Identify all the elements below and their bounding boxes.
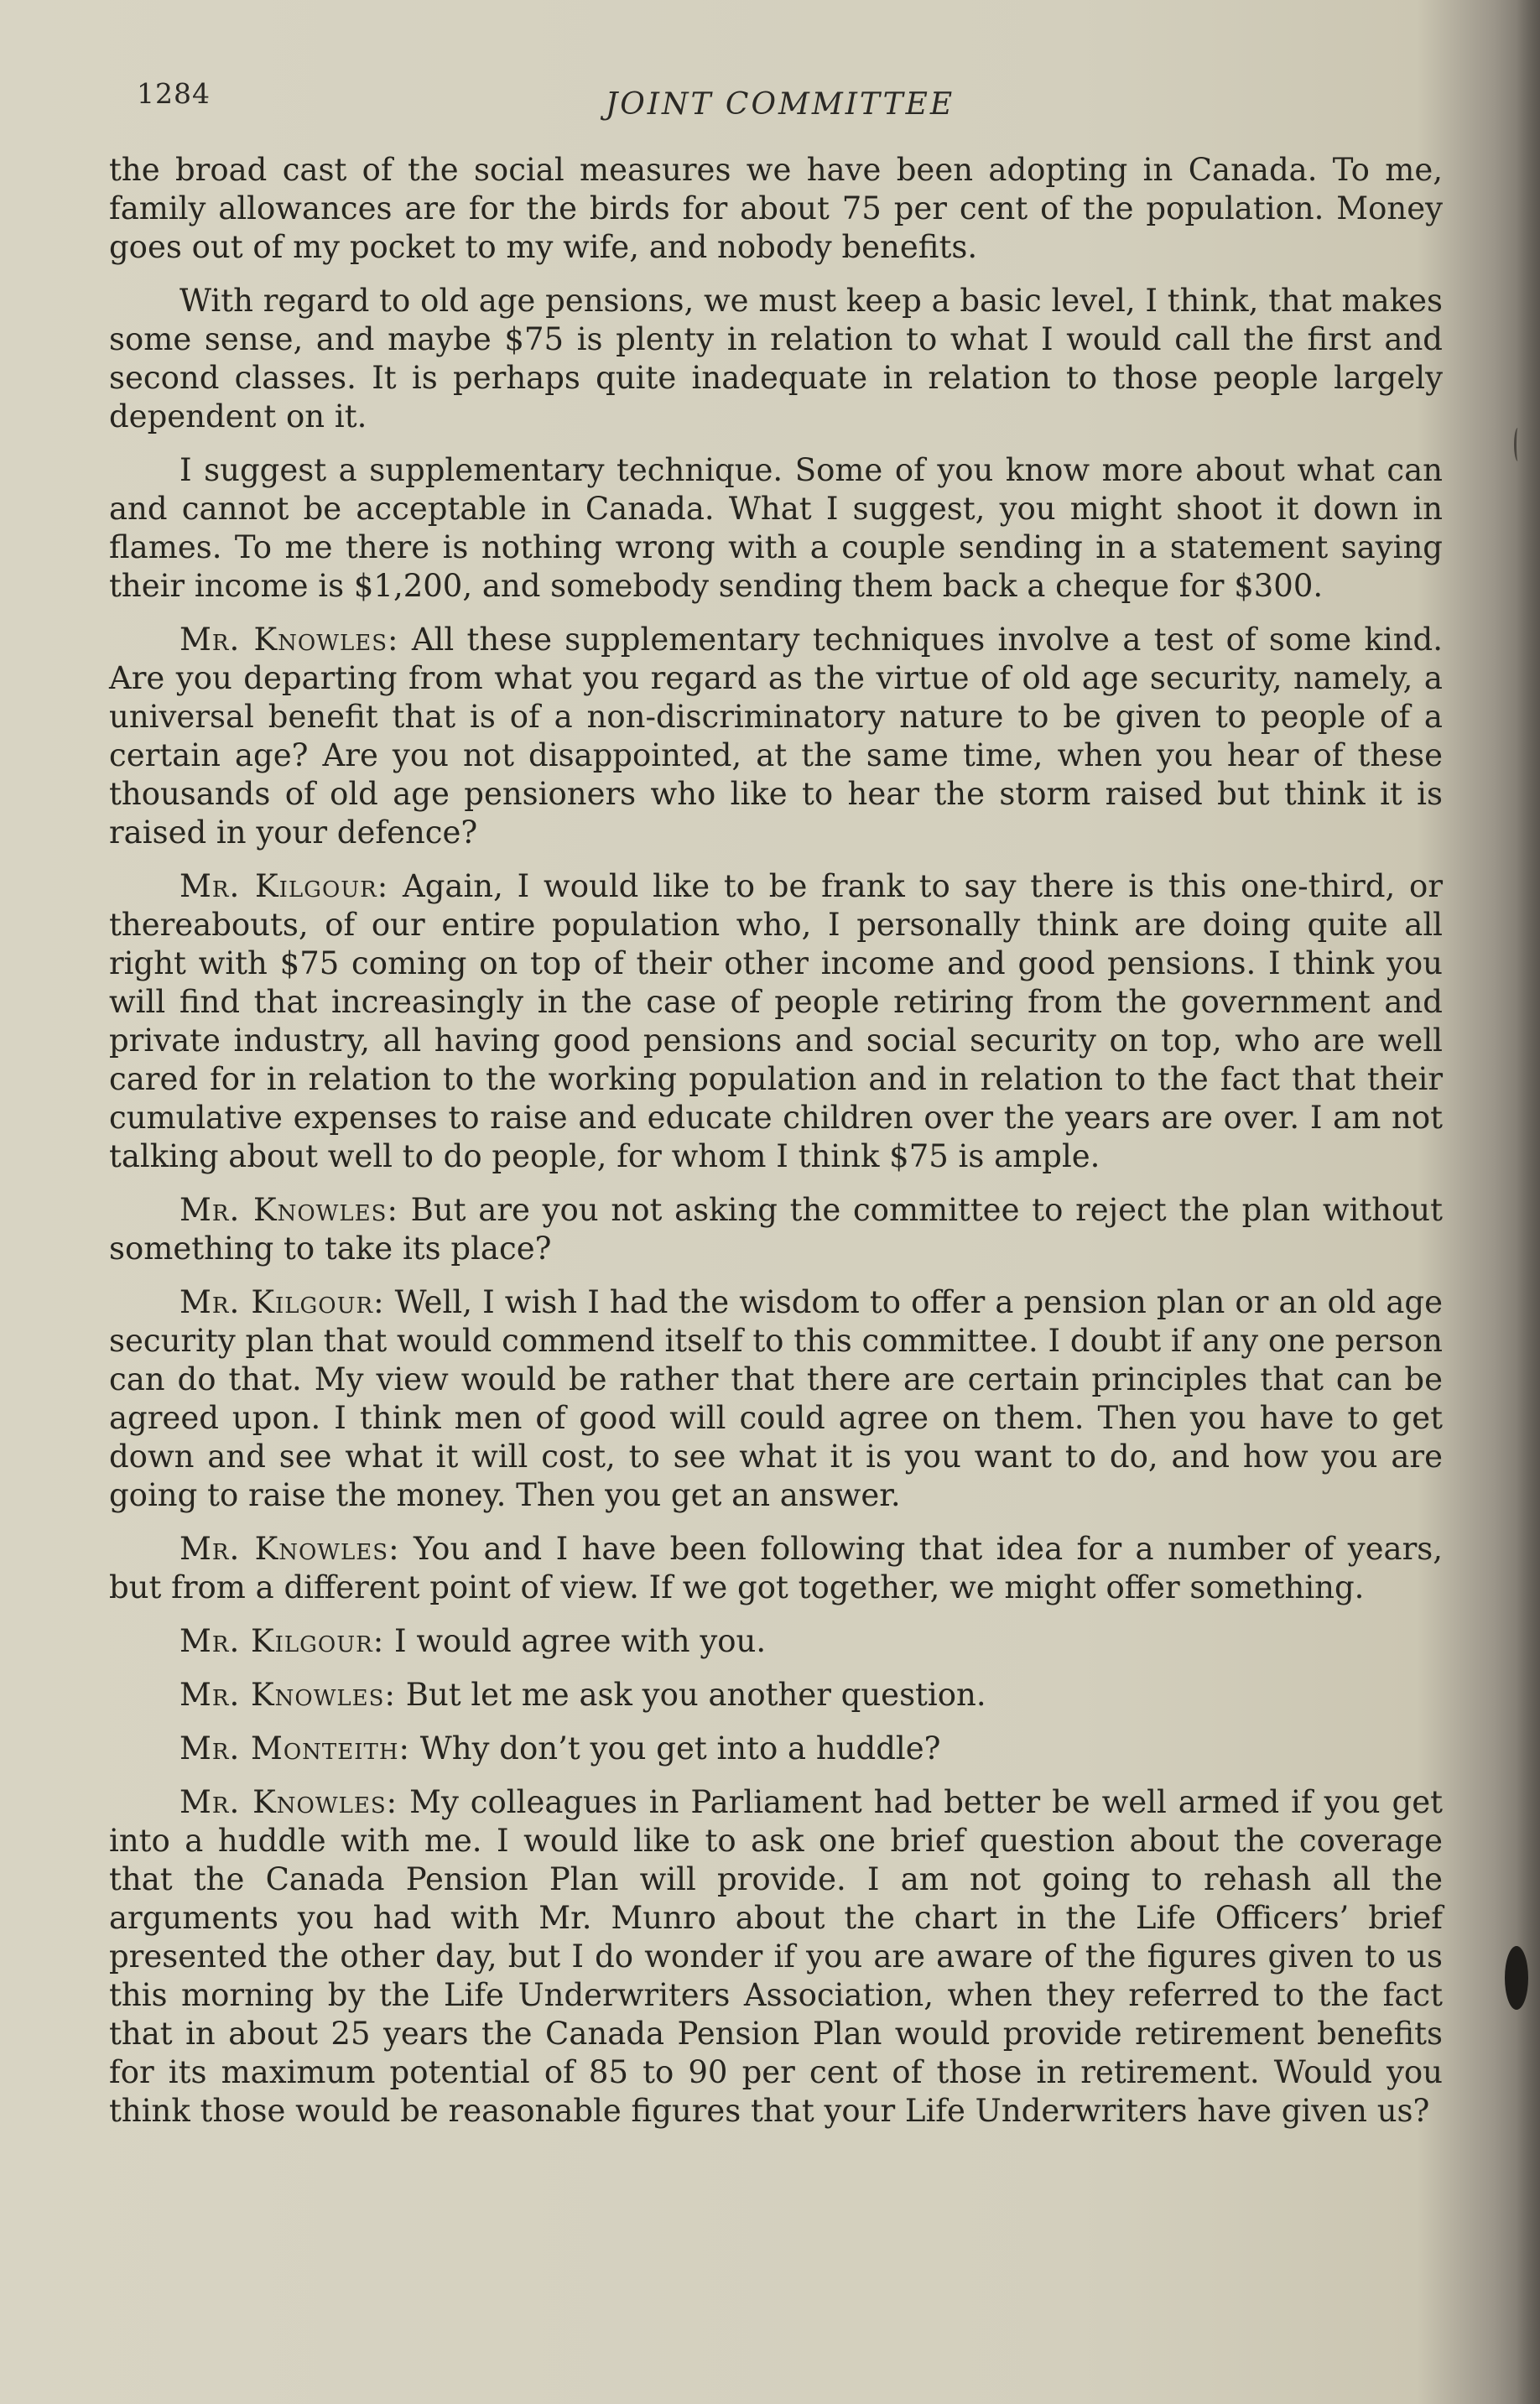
margin-mark: [1514, 428, 1522, 461]
paragraph: [109, 621, 1443, 852]
speaker-name: Mr. Kilgour:: [179, 868, 389, 904]
paragraph-text: You and I have been following that idea for a number of years, but from a different point of view. If we got together, we might offer something.: [109, 1531, 1444, 1605]
paragraph: [109, 1676, 1443, 1715]
speaker-name: Mr. Knowles:: [179, 1677, 396, 1713]
body-text: [109, 151, 1443, 2146]
binding-hole: [1505, 1946, 1528, 2010]
running-head: JOINT COMMITTEE: [605, 87, 955, 122]
page-number: 1284: [137, 77, 211, 110]
paragraph-text: Well, I wish I had the wisdom to offer a pension plan or an old age security plan that would commend itself to this committee. I doubt if any one person can do that. My view would be rather that there are certain principles that can be agreed upon. I think men of good will could agree on them. Then you have to get down and see what it will cost, to see what it is you want to do, and how you are going to raise the money. Then you get an answer.: [109, 1284, 1444, 1513]
speaker-name: Mr. Monteith:: [179, 1730, 411, 1767]
paragraph-text: With regard to old age pensions, we must keep a basic level, I think, that makes some sense, and maybe $75 is plenty in relation to what I would call the first and second classes. It is perhaps quite inadequate in relation to those people largely dependent on it.: [109, 283, 1443, 434]
speaker-name: Mr. Knowles:: [179, 622, 399, 658]
paragraph-text: Why don’t you get into a huddle?: [419, 1730, 941, 1767]
paragraph-text: Again, I would like to be frank to say there is this one-third, or thereabouts, of our entire population who, I personally think are doing quite all right with $75 coming on top of their other income and good pensions. I think you will find that increasingly in the case of people retiring from the government and private industry, all having good pensions and social security on top, who are well cared for in relation to the working population and in relation to the fact that their cumulative expenses to raise and educate children over the years are over. I am not talking about well to do people, for whom I think $75 is ample.: [109, 868, 1444, 1174]
speaker-name: Mr. Kilgour:: [179, 1284, 385, 1320]
paragraph-text: I would agree with you.: [393, 1623, 767, 1659]
speaker-name: Mr. Knowles:: [179, 1784, 398, 1820]
speaker-name: Mr. Kilgour:: [179, 1623, 385, 1659]
page-edge-shadow: [1517, 0, 1540, 2404]
paragraph: [109, 451, 1443, 606]
paragraph: [109, 1783, 1443, 2131]
paragraph-text: But let me ask you another question.: [405, 1677, 986, 1713]
paragraph-text: the broad cast of the social measures we have been adopting in Canada. To me, family allowances are for the birds for about 75 per cent of the population. Money goes out of my pocket to my wife, and nobody benefits.: [109, 152, 1443, 265]
paragraph: [109, 1191, 1443, 1268]
paragraph: [109, 867, 1443, 1176]
paragraph: [109, 1730, 1443, 1768]
paragraph: [109, 151, 1443, 267]
paragraph: [109, 282, 1443, 436]
paragraph-text: But are you not asking the committee to reject the plan without something to take its place?: [109, 1192, 1443, 1267]
paragraph-text: My colleagues in Parliament had better be well armed if you get into a huddle with me. I would like to ask one brief question about the coverage that the Canada Pension Plan will provide. I am not going to rehash all the arguments you had with Mr. Munro about the chart in the Life Officers’ brief presented the other day, but I do wonder if you are aware of the figures given to us this morning by the Life Underwriters Association, when they referred to the fact that in about 25 years the Canada Pension Plan would provide retirement benefits for its maximum potential of 85 to 90 per cent of those in retirement. Would you think those would be reasonable figures that your Life Underwriters have given us?: [109, 1784, 1444, 2129]
paragraph-text: I suggest a supplementary technique. Some of you know more about what can and cannot be acceptable in Canada. What I suggest, you might shoot it down in flames. To me there is nothing wrong with a couple sending in a statement saying their income is $1,200, and somebody sending them back a cheque for $300.: [109, 452, 1443, 604]
paragraph: [109, 1283, 1443, 1515]
speaker-name: Mr. Knowles:: [179, 1531, 400, 1567]
paragraph: [109, 1530, 1443, 1607]
paragraph-text: All these supplementary techniques involve a test of some kind. Are you departing from what you regard as the virtue of old age security, namely, a universal benefit that is of a non-discriminatory nature to be given to people of a certain age? Are you not disappointed, at the same time, when you hear of these thousands of old age pensioners who like to hear the storm raised but think it is raised in your defence?: [109, 622, 1444, 851]
speaker-name: Mr. Knowles:: [179, 1192, 398, 1228]
paragraph: [109, 1622, 1443, 1661]
